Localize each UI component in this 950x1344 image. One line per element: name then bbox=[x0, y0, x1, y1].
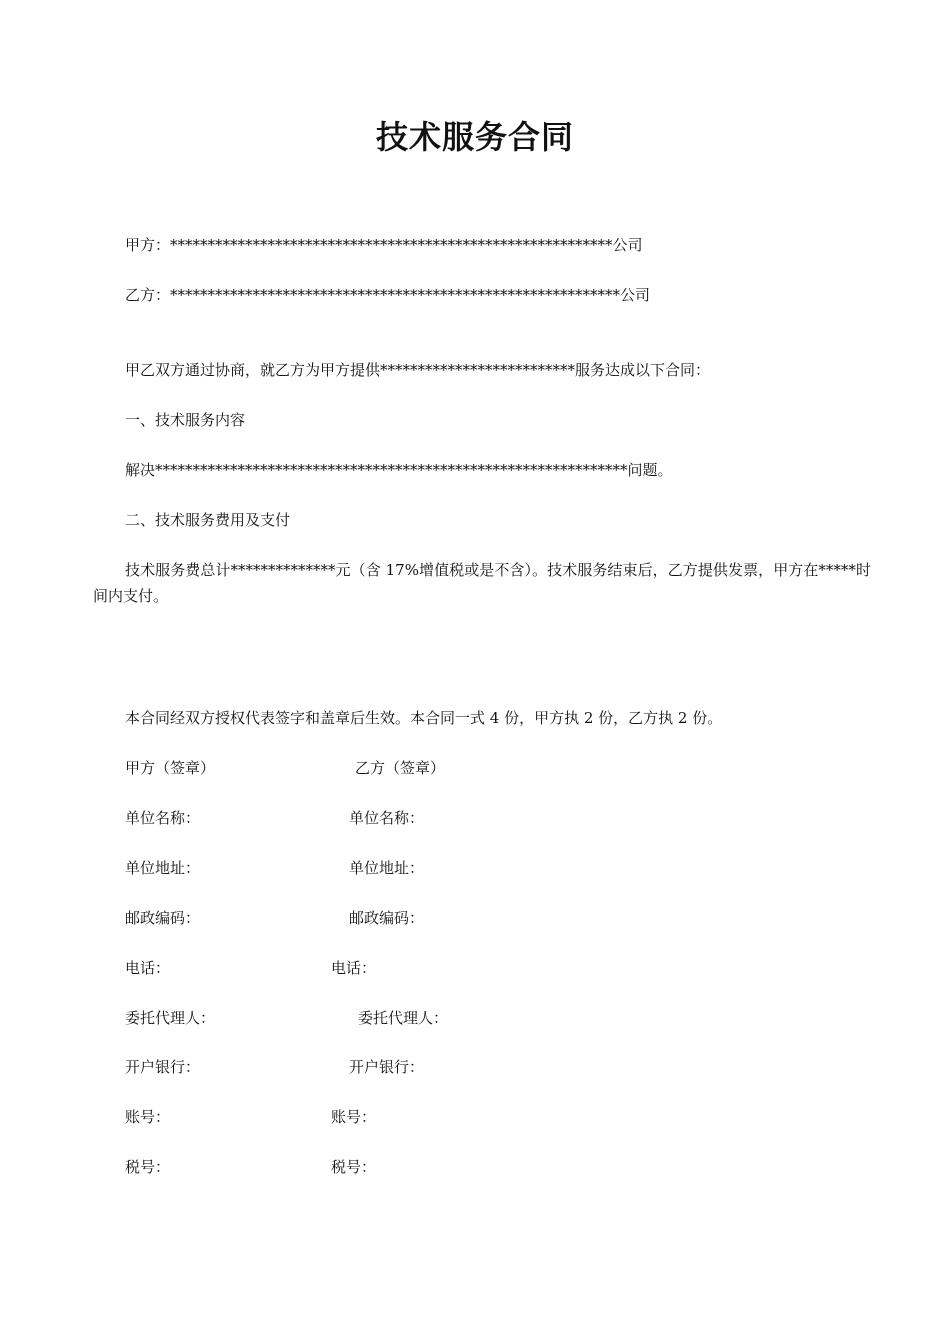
party-b-bank: 开户银行： bbox=[349, 1058, 425, 1076]
party-b-unit-address: 单位地址： bbox=[349, 859, 425, 877]
party-b-phone: 电话： bbox=[331, 959, 377, 977]
party-a-tax-id: 税号： bbox=[125, 1158, 171, 1176]
party-b-account: 账号： bbox=[331, 1108, 377, 1126]
section1-body: 解决***************************************************************问题。 bbox=[125, 461, 673, 479]
party-b-line: 乙方：************************************************************公司 bbox=[125, 286, 651, 304]
document-title: 技术服务合同 bbox=[375, 118, 574, 156]
party-a-line: 甲方：***********************************************************公司 bbox=[125, 236, 643, 254]
section2-heading: 二、技术服务费用及支付 bbox=[125, 511, 291, 529]
party-b-signature-header: 乙方（签章） bbox=[355, 759, 446, 777]
party-a-signature-header: 甲方（签章） bbox=[125, 759, 216, 777]
intro-paragraph: 甲乙双方通过协商，就乙方为甲方提供**************************服务达成以下合同： bbox=[125, 361, 711, 379]
party-a-phone: 电话： bbox=[125, 959, 171, 977]
party-b-unit-name: 单位名称： bbox=[349, 809, 425, 827]
party-a-unit-address: 单位地址： bbox=[125, 859, 201, 877]
party-a-postal-code: 邮政编码： bbox=[125, 909, 201, 927]
party-b-postal-code: 邮政编码： bbox=[349, 909, 425, 927]
section1-heading: 一、技术服务内容 bbox=[125, 411, 246, 429]
party-a-agent: 委托代理人： bbox=[125, 1009, 216, 1027]
party-a-unit-name: 单位名称： bbox=[125, 809, 201, 827]
party-b-agent: 委托代理人： bbox=[358, 1009, 449, 1027]
section2-body: 技术服务费总计**************元（含 17%增值税或是不含）。技术服务结束后，乙方提供发票，甲方在*****时间内支付。 bbox=[93, 561, 871, 605]
party-a-bank: 开户银行： bbox=[125, 1058, 201, 1076]
party-a-account: 账号： bbox=[125, 1108, 171, 1126]
party-b-tax-id: 税号： bbox=[331, 1158, 377, 1176]
effectiveness-clause: 本合同经双方授权代表签字和盖章后生效。本合同一式 4 份，甲方执 2 份，乙方执 2 份。 bbox=[125, 709, 723, 727]
